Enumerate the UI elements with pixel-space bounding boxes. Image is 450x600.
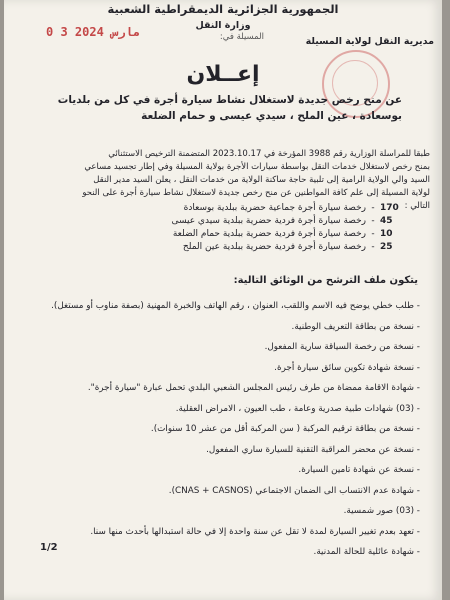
- license-count: 45: [380, 216, 393, 226]
- documents-title: يتكون ملف الترشح من الوثائق التالية:: [233, 275, 418, 286]
- license-count: 170: [380, 203, 399, 213]
- date-stamp: 0 3 مارس 2024: [46, 25, 140, 39]
- document-item: - شهادة عدم الانتساب الى الضمان الاجتماعي (CNAS + CASNOS).: [20, 481, 420, 502]
- license-row: [60, 202, 420, 215]
- intro-line: التالي :: [404, 201, 430, 211]
- license-text: رخصة سيارة أجرة فردية حضرية ببلدية عين الملح: [182, 242, 366, 252]
- license-count: 25: [380, 242, 393, 252]
- intro-line: السيد والي الولاية الرامية إلى تلبية حاجة ساكنة الولاية من خدمات النقل ، يعلن السيد مدير النقل: [93, 175, 430, 185]
- license-text: رخصة سيارة أجرة فردية حضرية ببلدية حمام الضلعة: [172, 229, 366, 239]
- reference-line: المسيلة في:: [219, 32, 264, 42]
- license-row: [60, 215, 420, 228]
- dash: -: [371, 216, 375, 226]
- republic-header: الجمهورية الجزائرية الديمقراطية الشعبية: [107, 2, 339, 16]
- intro-line: لولاية المسيلة إلى علم كافة المواطنين عن منح رخص جديدة لاستغلال نشاط سيارة أجرة على النحو: [82, 188, 430, 198]
- document-item: - نسخة من بطاقة التعريف الوطنية.: [20, 317, 420, 338]
- license-row: [60, 228, 420, 241]
- licenses-list: [60, 202, 420, 254]
- document-item: - شهادة الاقامة ممضاة من طرف رئيس المجلس الشعبي البلدي تحمل عبارة "سيارة أجرة".: [20, 378, 420, 399]
- announcement-title: إعــلان: [186, 62, 260, 87]
- dash: -: [371, 242, 375, 252]
- license-row: [60, 241, 420, 254]
- subject-line: بوسعادة ، عين الملح ، سيدي عيسى و حمام الضلعة: [141, 110, 402, 122]
- document-item: - نسخة شهادة تكوين سائق سيارة أجرة.: [20, 358, 420, 379]
- document-item: - نسخة عن محضر المراقبة التقنية للسيارة ساري المفعول.: [20, 440, 420, 461]
- license-count: 10: [380, 229, 393, 239]
- intro-line: طبقا للمراسلة الوزارية رقم 3988 المؤرخة في 2023.10.17 المتضمنة الترخيص الاستثنائي: [108, 149, 430, 159]
- document-item: - طلب خطي يوضح فيه الاسم واللقب، العنوان ، رقم الهاتف والخبرة المهنية (بصفة مناوب أو مستغل).: [20, 296, 420, 317]
- document-item: - نسخة من بطاقة ترقيم المركبة ( سن المركبة أقل من عشر 10 سنوات).: [20, 419, 420, 440]
- dash: -: [371, 203, 375, 213]
- announcement-page: [4, 0, 442, 600]
- document-item: - تعهد بعدم تغيير السيارة لمدة لا تقل عن سنة واحدة إلا في حالة استبدالها بأحدث منها سنا.: [20, 522, 420, 543]
- ministry-header: وزارة النقل: [195, 20, 251, 31]
- license-text: رخصة سيارة أجرة فردية حضرية ببلدية سيدي عيسى: [171, 216, 366, 226]
- document-item: - (03) صور شمسية.: [20, 501, 420, 522]
- document-item: - شهادة عائلية للحالة المدنية.: [20, 542, 420, 563]
- subject-line: عن منح رخص جديدة لاستغلال نشاط سيارة أجرة في كل من بلديات: [57, 94, 402, 106]
- license-text: رخصة سيارة أجرة جماعية حضرية ببلدية بوسعادة: [183, 203, 366, 213]
- page-number: 1/2: [40, 542, 58, 553]
- dash: -: [371, 229, 375, 239]
- documents-list: [20, 296, 420, 563]
- directorate-header: مديرية النقل لولاية المسيلة: [305, 36, 434, 47]
- announcement-subject: [34, 92, 402, 124]
- document-item: - نسخة عن شهادة تامين السيارة.: [20, 460, 420, 481]
- intro-line: بمنح رخص لاستغلال خدمات النقل بواسطة سيارات الأجرة بولاية المسيلة وفي إطار تجسيد مساعي: [84, 162, 430, 172]
- document-item: - نسخة من رخصة السياقة سارية المفعول.: [20, 337, 420, 358]
- document-item: - (03) شهادات طبية صدرية وعامة ، طب العيون ، الامراض العقلية.: [20, 399, 420, 420]
